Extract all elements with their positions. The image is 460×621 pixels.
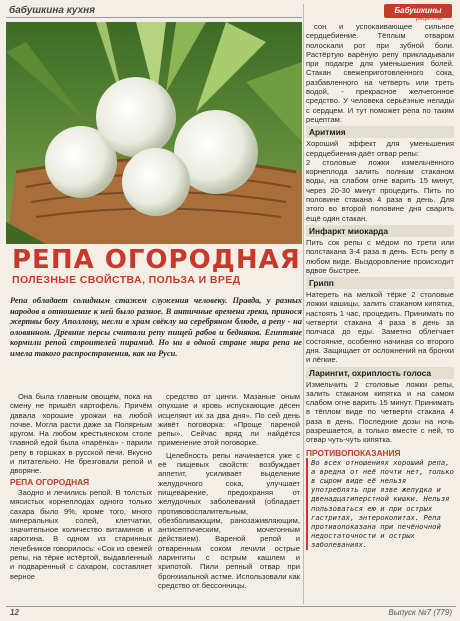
- contraindications-heading: ПРОТИВОПОКАЗАНИЯ: [306, 447, 401, 458]
- magazine-logo-subtitle: рецепты: [416, 16, 443, 22]
- remedy-text: Пить сок репы с мёдом по трети или полстакана 3-4 раза в день. Есть репу в любом виде. Выздоровление происходит вдвое быстрее.: [306, 237, 454, 275]
- contraindications-text: Во всех отношениях хороший репа, а вредна от неё почти нет, только в сыром виде её нельзя употреблять при язве желудка и двенадцатиперстной кишки. Нельзя пользоваться ею и при острых гастритах, энтероколитах. Репа противопоказана при печёночной недостаточности и острых заболеваниях.: [306, 458, 454, 550]
- sidebar-intro: [306, 22, 454, 124]
- article-column-1: [10, 392, 152, 581]
- remedy-arrhythmia: [306, 126, 454, 223]
- section-header: [6, 4, 302, 18]
- column-1-heading: РЕПА ОГОРОДНАЯ: [10, 476, 90, 487]
- article-column-2: [158, 392, 300, 590]
- remedy-text: Хороший эффект для уменьшения сердцебиения даёт отвар репы: 2 столовые ложки измельчённого корнеплода залить полным стаканом воды, на слабом огне варить 15 минут, через 20-30 минут процедить. Пить по половине стакана 4 раза в день. Для этого во второй половине дня сварить ещё один стакан.: [306, 139, 454, 223]
- magazine-page: [6, 4, 456, 618]
- remedy-laryngitis: [306, 367, 454, 445]
- article-title: РЕПА ОГОРОДНАЯ: [12, 245, 301, 275]
- turnip-basket-illustration: [6, 22, 302, 244]
- remedy-heading: Грипп: [306, 277, 454, 289]
- sidebar-intro-text: сон и успокаивающее сильное сердцебиение. Тёплым отваром полоскали рот при зубной боли. Растёртую варёную репу прикладывали при подагре для уменьшения болей. Стакан свежеприготовленного сока, разбавленного на четверть или треть водой, - прекрасное желчегонное средство. У человека серьёзные нелады с сердцем. И тут поможет репа по таким рецептам.: [306, 22, 454, 124]
- turnip-photo: [6, 22, 302, 244]
- column-1-paragraph-1: Она была главным овощем, пока на смену не пришёл картофель. Причём давала хорошие урожаи на любой почве. Могла расти даже за Полярным кругом. На любом крестьянском столе главной едой была «парёнка» - парили репу в горшках в русской печи. Вкусно и питательно. Не брезговали репой и дворяне.: [10, 392, 152, 476]
- remedy-heading: Инфаркт миокарда: [306, 225, 454, 237]
- remedy-heading: Аритмия: [306, 126, 454, 138]
- remedy-flu: [306, 277, 454, 364]
- remedy-text: Натереть на мелкой тёрке 2 столовые ложки кашицы, залить стаканом кипятка, настоять 1 час, процедить. Принимать по четверти стакана 4 раза в день за полчаса до еды. Заметно облегчает состояние, особенно начиная со второго дня. Защищает от осложнений на бронхи и лёгкие.: [306, 290, 454, 365]
- column-1-paragraph-2: Заодно и лечились репой. В толстых мясистых корнеплодах одного только сахара было 9%, кроме того, много минеральных солей, клетчатки, значительное количество витаминов и каротина. В одном из старинных лечебников говорилось: «Сок из свежей репы, на тёрке истёртой, выдавленный и подваренный с сахаром, составляет верное: [10, 487, 152, 581]
- remedy-infarction: [306, 225, 454, 275]
- column-divider: [303, 4, 304, 604]
- page-footer: [6, 606, 456, 618]
- remedy-text: Измельчить 2 столовые ложки репы, залить стаканом кипятка и на самом слабом огне варить 15 минут. Принимать в тёплом виде по четверти стакана 4 раза в день. Последние дозы на ночь разрешается, а только вместе с ней, то отвар чуть-чуть кипятка.: [306, 379, 454, 445]
- column-2-paragraph-2: Целебность репы начинается уже с её пищевых свойств: возбуждает аппетит, усиливает выделение желудочного сока, улучшает пищеварение, предохраняя от желудочных заболеваний (обладает противовоспалительным, обезболивающим, ранозаживляющим, антисептическим, мочегонным действием). Вареной репой и отваренным соком лечили острые ларингиты с острым кашлем и хрипотой. Пили репный отвар при бронхиальной астме. Использовали как средство от бессонницы.: [158, 450, 300, 590]
- section-title: бабушкина кухня: [9, 5, 96, 16]
- remedy-heading: Ларингит, охриплость голоса: [306, 367, 454, 379]
- issue-number: Выпуск №7 (779): [388, 608, 452, 617]
- remedies-sidebar: [306, 22, 454, 550]
- page-number: 12: [10, 608, 19, 617]
- article-lead: Репа обладает солидным стажем служения человеку. Правда, у разных народов в отношение к ней было разное. В античные времена греки, принося жертвы богу Аполлону, несли в храм свёклу на серебряном блюде, а репу - на оловянном. Древние персы считали репу пищей рабов и бедняков. Египтяне кормили репой строителей пирамид. Но ни в одной стране мира репа не имела такого распространения, как на Руси.: [10, 296, 302, 358]
- magazine-logo: Бабушкины: [384, 4, 452, 18]
- column-2-paragraph-1: средство от цинги. Мазаные оным опухшие и кровь испускающие дёсен исцеляют их за два дня». По сей день живёт поговорка: «Проще пареной репы». Сейчас вряд ли найдётся применение этой поговорке.: [158, 392, 300, 448]
- article-subtitle: ПОЛЕЗНЫЕ СВОЙСТВА, ПОЛЬЗА И ВРЕД: [12, 274, 241, 286]
